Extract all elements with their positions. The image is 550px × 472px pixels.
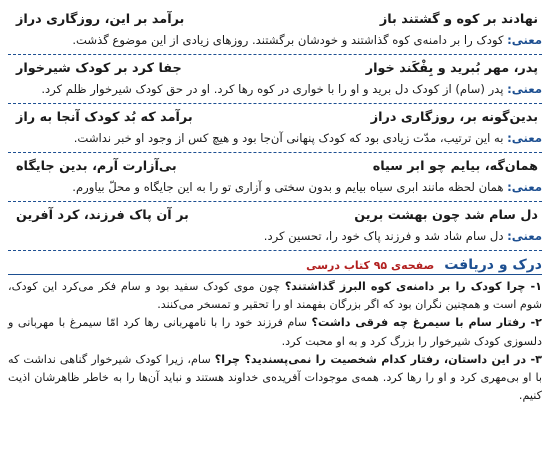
- meaning-label: معنی:: [507, 229, 542, 243]
- stanza-3: [8, 104, 542, 153]
- meaning-label: معنی:: [507, 131, 542, 145]
- verse-first-hemistich: نهادند بر کوه و گشتند باز: [379, 12, 538, 27]
- question-answer-3: [8, 351, 542, 406]
- verse-first-hemistich: پدر، مهر بُبرید و بِفْکَند خوار: [365, 61, 538, 76]
- verse-line: [8, 108, 542, 128]
- meaning-label: معنی:: [507, 33, 542, 47]
- verse-first-hemistich: دل سام شد چون بهشت برین: [354, 208, 538, 223]
- meaning-text: کودک را بر دامنه‌ی کوه گذاشتند و خودشان برگشتند. روزهای زیادی از این موضوع گذشت.: [72, 33, 504, 47]
- verse-second-hemistich: بر آن پاک فرزند، کرد آفرین: [16, 208, 189, 223]
- comprehension-section: [8, 257, 542, 405]
- question-answer-1: [8, 278, 542, 314]
- meaning-line: [8, 80, 542, 98]
- book-page-reference: صفحه‌ی ۹۵ کتاب درسی: [306, 258, 435, 272]
- section-title: درک و دریافت: [444, 257, 542, 273]
- verse-line: [8, 206, 542, 226]
- meaning-line: [8, 178, 542, 196]
- verse-first-hemistich: همان‌گه، بیایم چو ابر سیاه: [372, 159, 538, 174]
- verse-second-hemistich: جفا کرد بر کودک شیرخوار: [16, 61, 182, 76]
- question-text: ۱- چرا کودک را بر دامنه‌ی کوه البرز گذاشتند؟: [284, 280, 542, 293]
- answer-text: سام فرزند خود را با نامهربانی رها کرد امّا سیمرغ با مهربانی و دلسوزی کودک شیرخوار را بزرگ کرد و به او محبت کرد.: [8, 316, 542, 348]
- verse-first-hemistich: بدین‌گونه بر، روزگاری دراز: [370, 110, 538, 125]
- verse-line: [8, 59, 542, 79]
- question-text: ۲- رفتار سام با سیمرغ چه فرقی داشت؟: [311, 316, 543, 330]
- stanza-5: [8, 202, 542, 251]
- verse-line: [8, 157, 542, 177]
- meaning-text: همان لحظه مانند ابری سیاه بیایم و بدون سختی و آزاری تو را به این جایگاه و محلّ بیاورم.: [72, 180, 504, 194]
- question-answer-2: [8, 314, 542, 350]
- answer-text: چون موی کودک سفید بود و سام فکر می‌کرد این کودک، شوم است و همچنین نگران بود که اگر بزرگان بفهمند او را تحقیر و تمسخر می‌کنند.: [8, 280, 542, 312]
- stanza-4: [8, 153, 542, 202]
- meaning-line: [8, 129, 542, 147]
- meaning-label: معنی:: [507, 180, 542, 194]
- verse-line: [8, 10, 542, 30]
- meaning-line: [8, 31, 542, 49]
- verse-second-hemistich: بی‌آزارت آرم، بدین جایگاه: [16, 159, 177, 174]
- meaning-label: معنی:: [507, 82, 542, 96]
- verse-second-hemistich: برآمد که بُد کودک آنجا به راز: [16, 110, 193, 125]
- meaning-text: دل سام شاد شد و فرزند پاک خود را، تحسین کرد.: [263, 229, 504, 243]
- stanza-2: [8, 55, 542, 104]
- meaning-text: پدر (سام) از کودک دل برید و او را با خواری در کوه رها کرد. او در حق کودک شیرخوار ظلم کرد.: [41, 82, 504, 96]
- verse-second-hemistich: برآمد بر این، روزگاری دراز: [16, 12, 185, 27]
- stanza-1: [8, 6, 542, 55]
- answer-text: سام، زیرا کودک شیرخوار گناهی نداشت که با او بی‌مهری کرد و او را رها کرد. همه‌ی موجودات آفریده‌ی خداوند هستند و نباید آن‌ها را به خاطر ظاهرشان اذیت کنیم.: [8, 352, 542, 403]
- section-divider: [8, 274, 542, 275]
- question-text: ۳- در این داستان، رفتار کدام شخصیت را نمی‌پسندید؟ چرا؟: [214, 352, 542, 366]
- section-header: [8, 257, 542, 273]
- meaning-text: به این ترتیب، مدّت زیادی بود که کودک پنهانی آن‌جا بود و هیچ کس از وجود او خبر نداشت.: [73, 131, 504, 145]
- meaning-line: [8, 227, 542, 245]
